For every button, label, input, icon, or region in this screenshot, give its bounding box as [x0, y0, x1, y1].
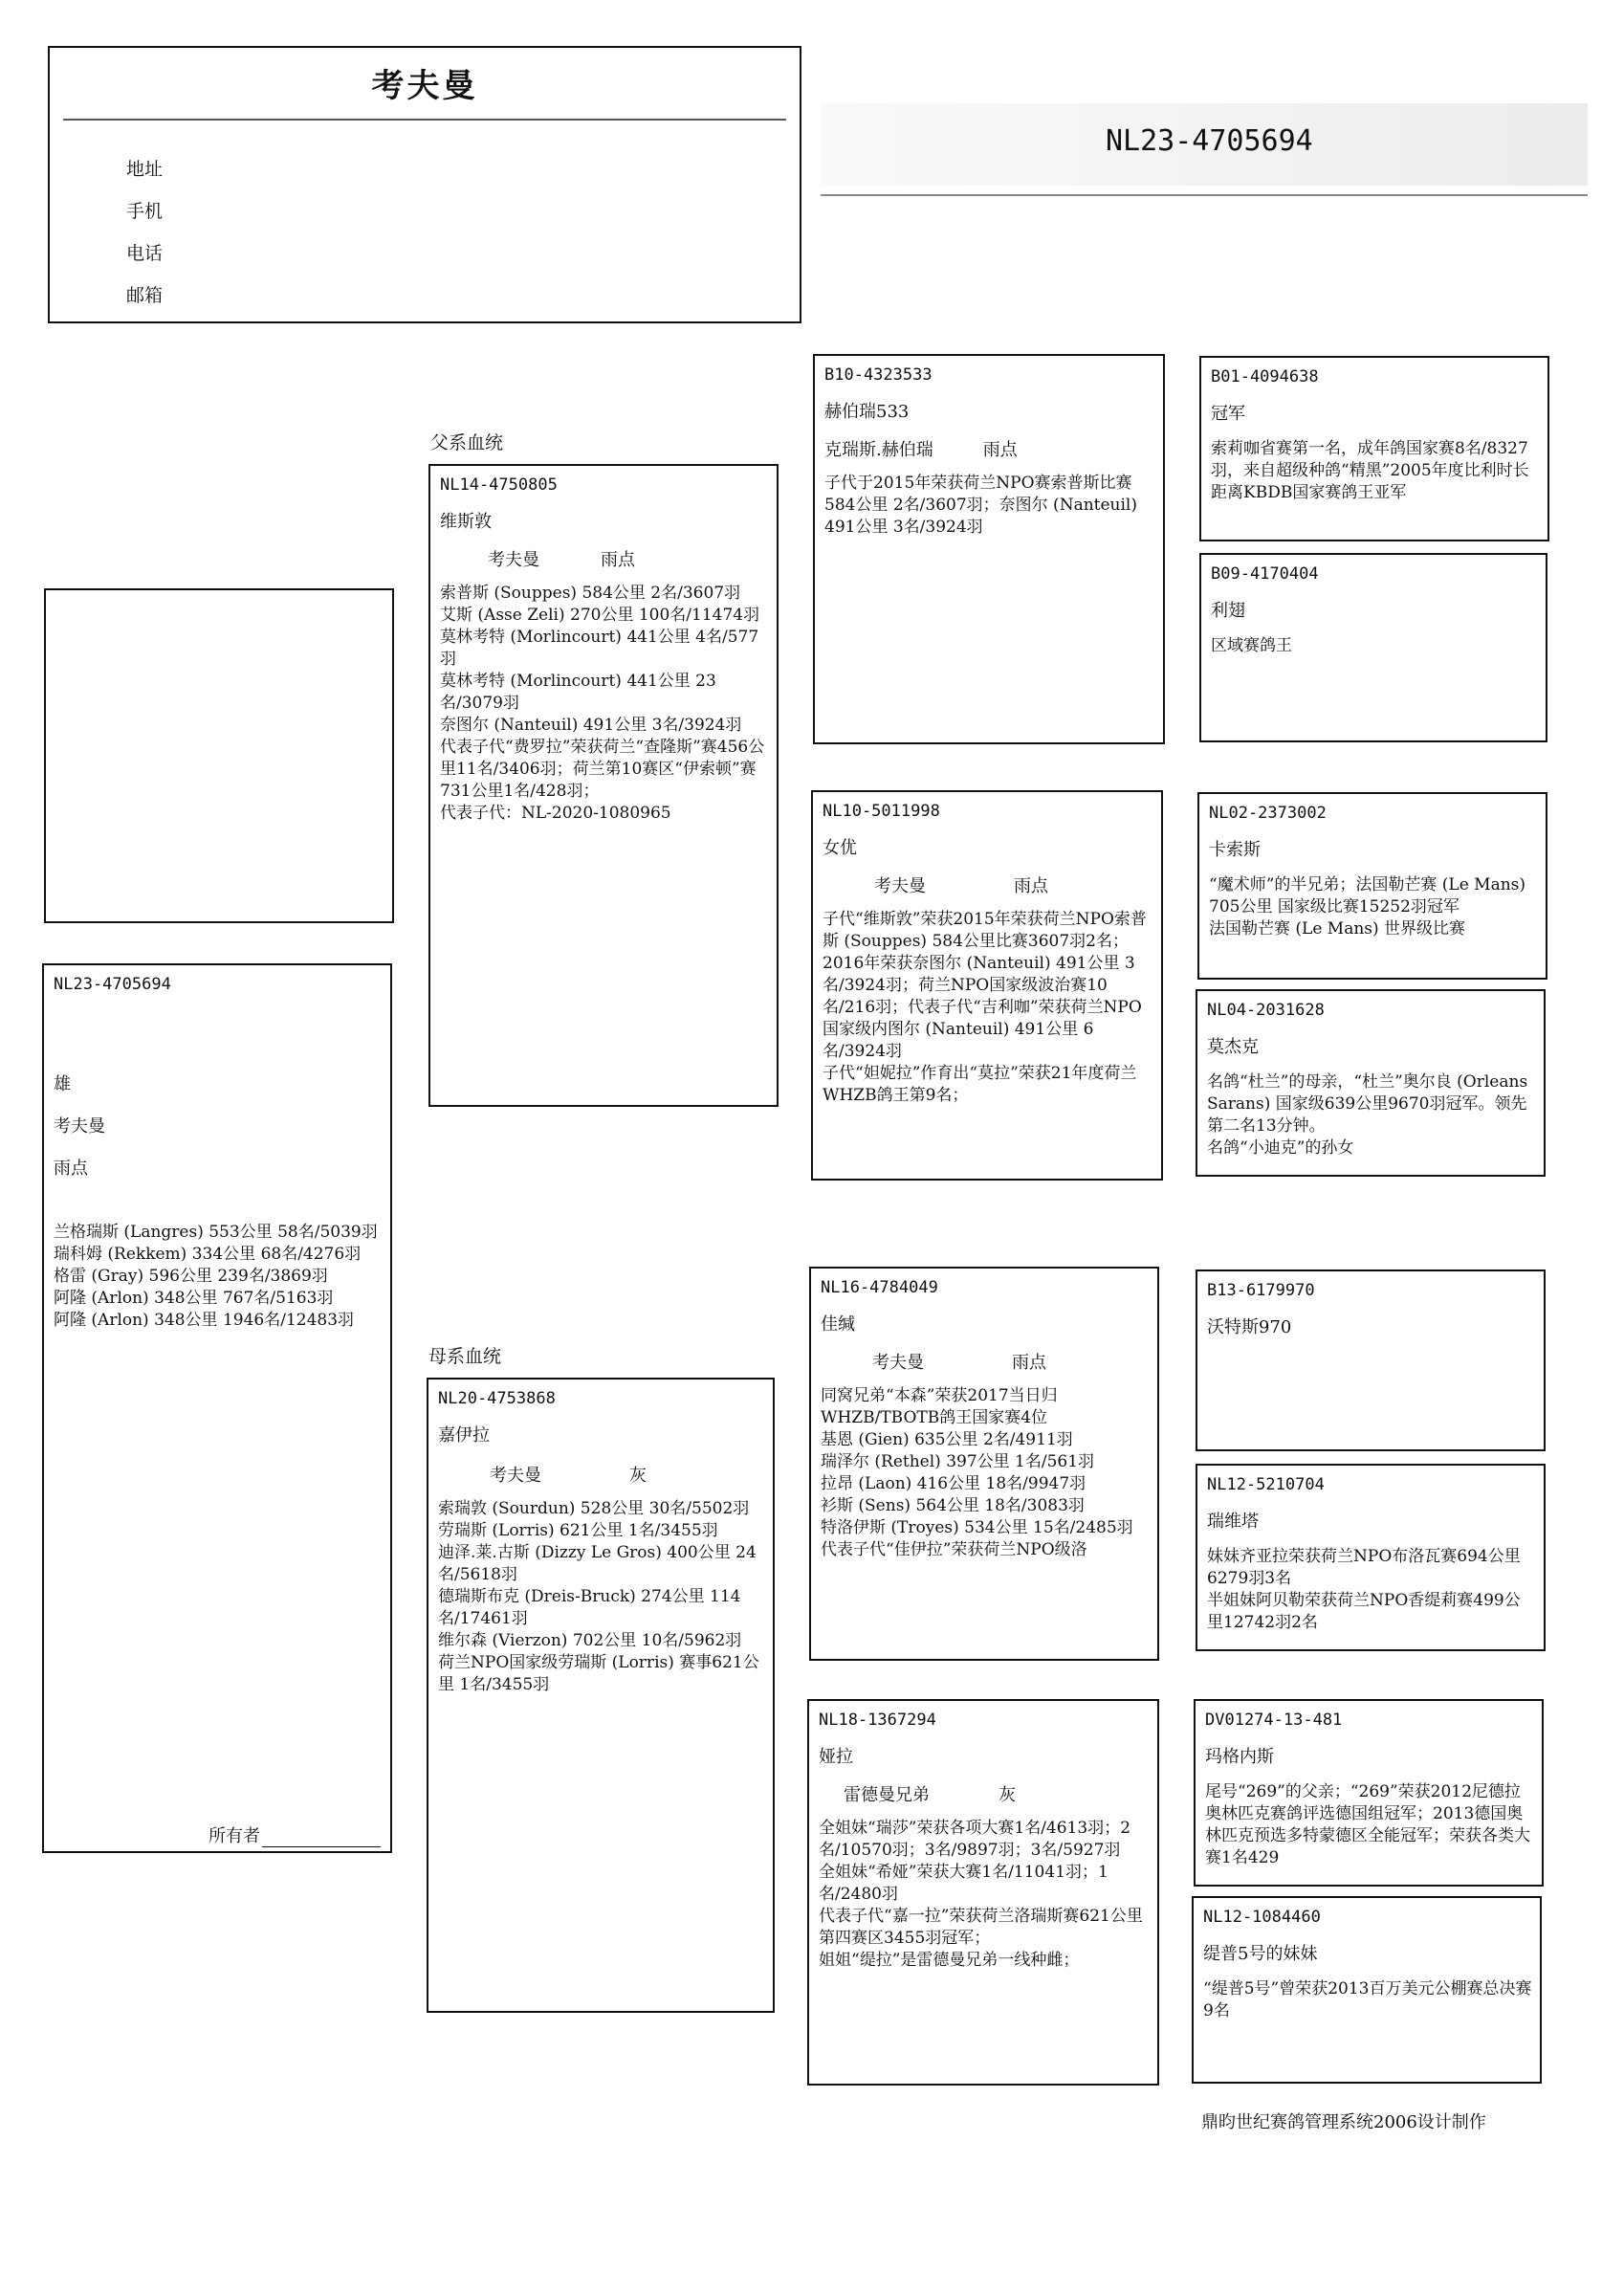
dam-breeder-line	[490, 1462, 765, 1487]
sds-ring-id: NL02-2373002	[1209, 804, 1327, 823]
dam-sire-card	[809, 1267, 1159, 1661]
header-divider	[63, 119, 786, 121]
sire-dam-description: 子代“维斯敦”荣获2015年荣获荷兰NPO索普斯 (Souppes) 584公里比赛3607羽2名；2016年荣获奈图尔 (Nanteuil) 491公里 3名/3924羽；荷兰NPO国家级波治赛10名/216羽；代表子代“吉利咖”荣获荷兰NPO国家级内图尔 (Nanteuil) 491公里 6名/3924羽 子代“妲妮拉”作育出“莫拉”荣获21年度荷兰WHZB鸽王第9名；	[823, 910, 1147, 1105]
subject-owner-name: 考夫曼	[54, 1116, 105, 1137]
dam-sire-description: 同窝兄弟“本森”荣获2017当日归WHZB/TBOTB鸽王国家赛4位 基恩 (Gien) 635公里 2名/4911羽 瑞泽尔 (Rethel) 397公里 1名/561羽 拉昂 (Laon) 416公里 18名/9947羽 衫斯 (Sens) 564公里 18名/3083羽 特洛伊斯 (Troyes) 534公里 15名/2485羽 代表子代“佳伊拉”荣获荷兰NPO级洛	[821, 1386, 1133, 1559]
ssd-description: 区域赛鸽王	[1211, 636, 1292, 655]
dsd-card	[1196, 1464, 1546, 1651]
dsd-name: 瑞维塔	[1207, 1512, 1259, 1532]
dam-dam-card	[807, 1699, 1159, 2086]
sdd-name: 莫杰克	[1207, 1037, 1259, 1057]
owner-label	[208, 1822, 381, 1847]
sire-breeder: 考夫曼	[488, 550, 539, 570]
sire-card	[428, 464, 779, 1107]
dam-name: 嘉伊拉	[438, 1425, 490, 1446]
dam-description: 索瑞敦 (Sourdun) 528公里 30名/5502羽 劳瑞斯 (Lorris) 621公里 1名/3455羽 迪泽.莱.古斯 (Dizzy Le Gros) 400公里 24名/5618羽 德瑞斯布克 (Dreis-Bruck) 274公里 114名/17461羽 维尔森 (Vierzon) 702公里 10名/5962羽 荷兰NPO国家级劳瑞斯 (Lorris) 赛事621公里 1名/3455羽	[438, 1499, 759, 1694]
sds-name: 卡索斯	[1209, 840, 1261, 860]
dam-card	[427, 1378, 775, 2013]
dam-dam-name: 娅拉	[819, 1747, 853, 1767]
sire-sire-description: 子代于2015年荣获荷兰NPO赛索普斯比赛584公里 2名/3607羽；奈图尔 (Nanteuil) 491公里 3名/3924羽	[824, 474, 1143, 537]
dds-card	[1194, 1699, 1544, 1887]
dsd-description: 妹妹齐亚拉荣获荷兰NPO布洛瓦赛694公里6279羽3名 半姐妹阿贝勒荣获荷兰NPO香缇莉赛499公里12742羽2名	[1207, 1547, 1521, 1632]
dam-dam-color: 灰	[999, 1785, 1016, 1805]
ddd-description: “缇普5号”曾荣获2013百万美元公棚赛总决赛9名	[1203, 1979, 1532, 2020]
sire-sire-breeder-line	[824, 436, 1155, 461]
sire-ring-id: NL14-4750805	[440, 475, 558, 495]
phone-label: 电话	[126, 243, 164, 264]
ddd-card	[1192, 1896, 1542, 2084]
sire-sire-ring-id: B10-4323533	[824, 365, 933, 385]
sire-dam-card	[811, 790, 1163, 1181]
sss-ring-id: B01-4094638	[1211, 367, 1319, 386]
ring-id-divider	[821, 194, 1588, 196]
email-label: 邮箱	[126, 285, 164, 306]
dam-sire-name: 佳缄	[821, 1314, 855, 1335]
dam-sire-breeder: 考夫曼	[872, 1353, 924, 1373]
sss-description: 索莉咖省赛第一名，成年鸽国家赛8名/8327羽，来自超级种鸽“精黑”2005年度比利时长距离KBDB国家赛鸽王亚军	[1211, 439, 1529, 502]
dam-sire-ring-id: NL16-4784049	[821, 1278, 938, 1297]
sire-sire-breeder: 克瑞斯.赫伯瑞	[824, 440, 933, 460]
sire-sire-name: 赫伯瑞533	[824, 402, 910, 422]
ssd-name: 利翅	[1211, 601, 1245, 621]
dss-ring-id: B13-6179970	[1207, 1281, 1315, 1300]
sire-dam-breeder: 考夫曼	[874, 876, 926, 896]
ring-id-title: NL23-4705694	[1106, 124, 1313, 158]
dam-dam-breeder-line	[844, 1781, 1150, 1806]
paternal-label: 父系血统	[430, 432, 504, 453]
sdd-card	[1196, 989, 1546, 1177]
dds-description: 尾号“269”的父亲；“269”荣获2012尼德拉奥林匹克赛鸽评选德国组冠军；2013德国奥林匹克预选多特蒙德区全能冠军；荣获各类大赛1名429	[1205, 1782, 1530, 1867]
footer-credit: 鼎昀世纪赛鸽管理系统2006设计制作	[1201, 2112, 1486, 2132]
dss-card	[1196, 1269, 1546, 1451]
ddd-ring-id: NL12-1084460	[1203, 1908, 1321, 1927]
address-label: 地址	[126, 159, 164, 180]
subject-ring-id: NL23-4705694	[54, 975, 171, 994]
mobile-label: 手机	[126, 201, 164, 222]
sire-dam-name: 女优	[823, 838, 857, 858]
sire-description: 索普斯 (Souppes) 584公里 2名/3607羽 艾斯 (Asse Zeli) 270公里 100名/11474羽 莫林考特 (Morlincourt) 441公里 4名/577羽 莫林考特 (Morlincourt) 441公里 23名/3079羽 奈图尔 (Nanteuil) 491公里 3名/3924羽 代表子代“费罗拉”荣获荷兰“查隆斯”赛456公里11名/3406羽；荷兰第10赛区“伊索顿”赛731公里1名/428羽； 代表子代：NL-2020-1080965	[440, 584, 765, 823]
dsd-ring-id: NL12-5210704	[1207, 1475, 1325, 1494]
sire-dam-breeder-line	[874, 872, 1153, 897]
sire-dam-color: 雨点	[1014, 876, 1048, 896]
dam-ring-id: NL20-4753868	[438, 1389, 556, 1408]
subject-results: 兰格瑞斯 (Langres) 553公里 58名/5039羽 瑞科姆 (Rekkem) 334公里 68名/4276羽 格雷 (Gray) 596公里 239名/3869羽 阿隆 (Arlon) 348公里 767名/5163羽 阿隆 (Arlon) 348公里 1946名/12483羽	[54, 1223, 378, 1330]
dam-sire-breeder-line	[872, 1349, 1150, 1374]
owner-signature-line	[262, 1846, 381, 1847]
sire-sire-card	[813, 354, 1165, 744]
ssd-ring-id: B09-4170404	[1211, 564, 1319, 584]
sire-sire-color: 雨点	[982, 440, 1018, 460]
breeder-title: 考夫曼	[371, 67, 478, 105]
sire-dam-ring-id: NL10-5011998	[823, 802, 940, 821]
photo-placeholder	[44, 588, 394, 923]
dam-breeder: 考夫曼	[490, 1466, 541, 1486]
sds-card	[1197, 792, 1547, 980]
dds-ring-id: DV01274-13-481	[1205, 1711, 1343, 1730]
dam-color: 灰	[629, 1466, 647, 1486]
dss-name: 沃特斯970	[1207, 1317, 1292, 1337]
ssd-card	[1199, 553, 1547, 742]
dam-dam-description: 全姐妹“瑞莎”荣获各项大赛1名/4613羽；2名/10570羽；3名/9897羽；3名/5927羽 全姐妹“希娅”荣获大赛1名/11041羽；1名/2480羽 代表子代“嘉一拉”荣获荷兰洛瑞斯赛621公里第四赛区3455羽冠军； 姐姐“缇拉”是雷德曼兄弟一线种雌；	[819, 1819, 1143, 1970]
owner-label-text: 所有者	[208, 1826, 260, 1846]
subject-card	[42, 963, 392, 1853]
subject-sex: 雄	[54, 1074, 71, 1094]
header-box	[48, 46, 801, 323]
dds-name: 玛格内斯	[1205, 1747, 1274, 1767]
sds-description: “魔术师”的半兄弟；法国勒芒赛 (Le Mans) 705公里 国家级比赛15252羽冠军 法国勒芒赛 (Le Mans) 世界级比赛	[1209, 875, 1526, 938]
sire-name: 维斯敦	[440, 512, 492, 532]
subject-color: 雨点	[54, 1159, 88, 1179]
sire-breeder-line	[488, 546, 769, 571]
ddd-name: 缇普5号的妹妹	[1203, 1944, 1318, 1964]
sss-name: 冠军	[1211, 404, 1245, 424]
sire-color: 雨点	[601, 550, 635, 570]
sss-card	[1199, 356, 1549, 541]
sdd-description: 名鸽“杜兰”的母亲，“杜兰”奥尔良 (Orleans Sarans) 国家级639公里9670羽冠军。领先第二名13分钟。 名鸽“小迪克”的孙女	[1207, 1072, 1528, 1158]
dam-dam-breeder: 雷德曼兄弟	[844, 1785, 930, 1805]
maternal-label: 母系血统	[428, 1346, 502, 1367]
sdd-ring-id: NL04-2031628	[1207, 1001, 1325, 1020]
dam-dam-ring-id: NL18-1367294	[819, 1711, 936, 1730]
dam-sire-color: 雨点	[1012, 1353, 1046, 1373]
